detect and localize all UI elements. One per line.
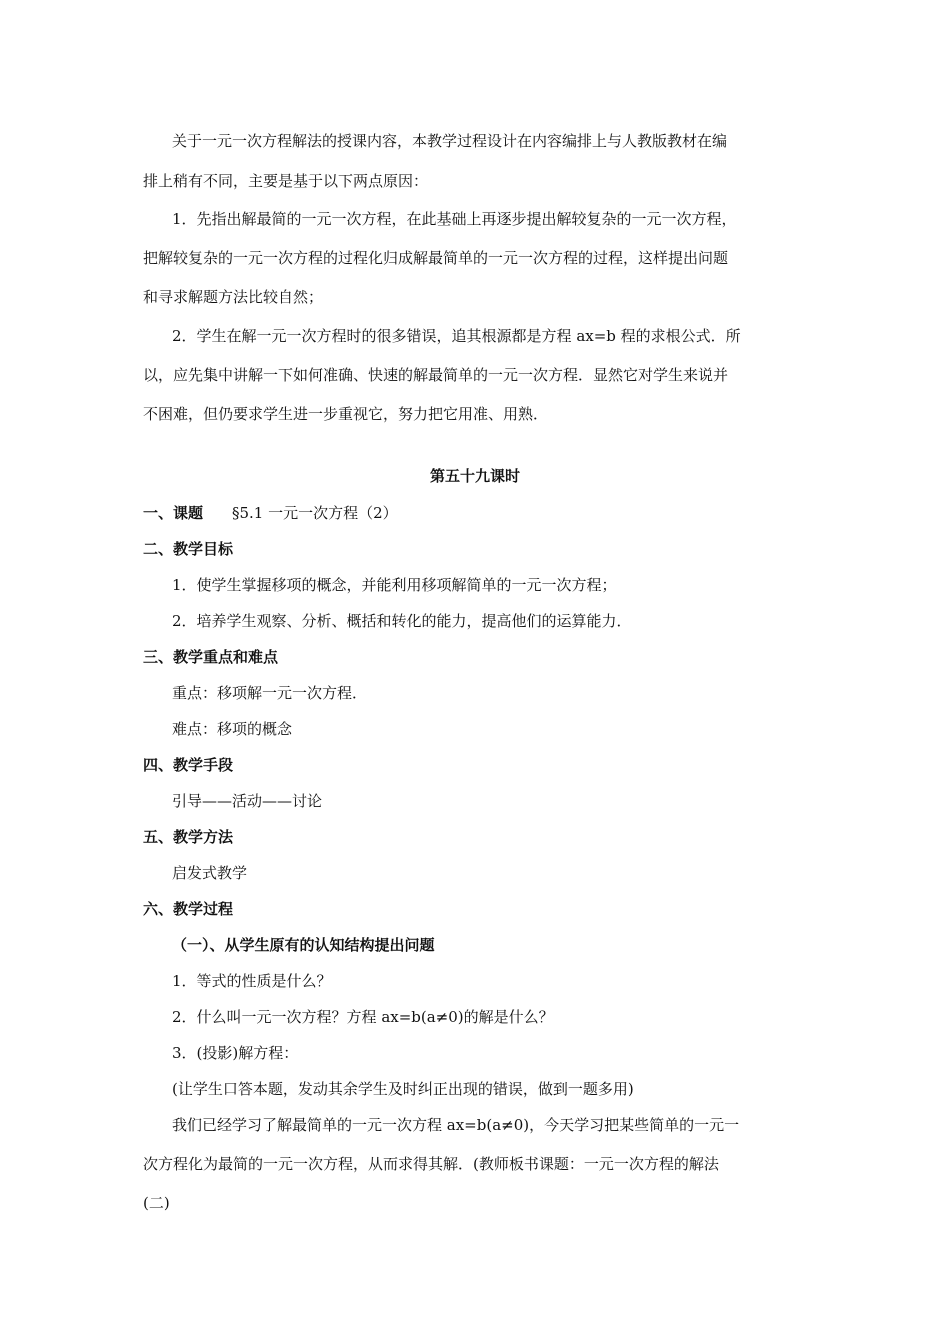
teaching-method: 启发式教学 xyxy=(172,864,248,882)
section-1-topic: §5.1 一元一次方程（2） xyxy=(232,504,398,522)
section-6-heading: 六、教学过程 xyxy=(143,900,234,918)
teaching-means: 引导——活动——讨论 xyxy=(172,792,323,810)
section-2-heading: 二、教学目标 xyxy=(143,540,234,558)
lesson-title: 第五十九课时 xyxy=(429,467,520,485)
teaching-note: (让学生口答本题，发动其余学生及时纠正出现的错误，做到一题多用) xyxy=(172,1080,634,1098)
section-5-heading: 五、教学方法 xyxy=(143,828,234,846)
process-paragraph-line1: 我们已经学习了解最简单的一元一次方程 ax=b(a≠0)，今天学习把某些简单的一元一 xyxy=(172,1116,740,1134)
question-2: 2．什么叫一元一次方程？方程 ax=b(a≠0)的解是什么？ xyxy=(172,1008,554,1026)
intro-p3-line3: 不困难，但仍要求学生进一步重视它，努力把它用准、用熟． xyxy=(143,405,549,423)
process-paragraph-line3: (二) xyxy=(143,1194,170,1212)
objective-item-2: 2．培养学生观察、分析、概括和转化的能力，提高他们的运算能力． xyxy=(172,612,632,630)
question-1: 1．等式的性质是什么？ xyxy=(172,972,332,990)
intro-p1-line1: 关于一元一次方程解法的授课内容，本教学过程设计在内容编排上与人教版教材在编 xyxy=(172,132,728,150)
difficult-point: 难点：移项的概念 xyxy=(172,720,293,738)
intro-p1-line2: 排上稍有不同，主要是基于以下两点原因： xyxy=(143,172,429,190)
objective-item-1: 1．使学生掌握移项的概念，并能利用移项解简单的一元一次方程； xyxy=(172,576,617,594)
key-point: 重点：移项解一元一次方程． xyxy=(172,684,368,702)
process-paragraph-line2: 次方程化为最简的一元一次方程，从而求得其解．(教师板书课题：一元一次方程的解法 xyxy=(143,1155,719,1173)
question-3: 3．(投影)解方程： xyxy=(172,1044,299,1062)
section-3-heading: 三、教学重点和难点 xyxy=(143,648,279,666)
intro-p2-line2: 把解较复杂的一元一次方程的过程化归成解最简单的一元一次方程的过程，这样提出问题 xyxy=(143,249,729,267)
intro-p2-line1: 1．先指出解最简的一元一次方程，在此基础上再逐步提出解较复杂的一元一次方程， xyxy=(172,210,737,228)
process-subheading-1: （一）、从学生原有的认知结构提出问题 xyxy=(172,936,435,954)
intro-p3-line2: 以，应先集中讲解一下如何准确、快速的解最简单的一元一次方程．显然它对学生来说并 xyxy=(143,366,729,384)
section-1-heading: 一、课题 xyxy=(143,504,204,522)
section-4-heading: 四、教学手段 xyxy=(143,756,234,774)
intro-p3-line1: 2．学生在解一元一次方程时的很多错误，追其根源都是方程 ax=b 程的求根公式．所 xyxy=(172,327,741,345)
intro-p2-line3: 和寻求解题方法比较自然； xyxy=(143,288,324,306)
